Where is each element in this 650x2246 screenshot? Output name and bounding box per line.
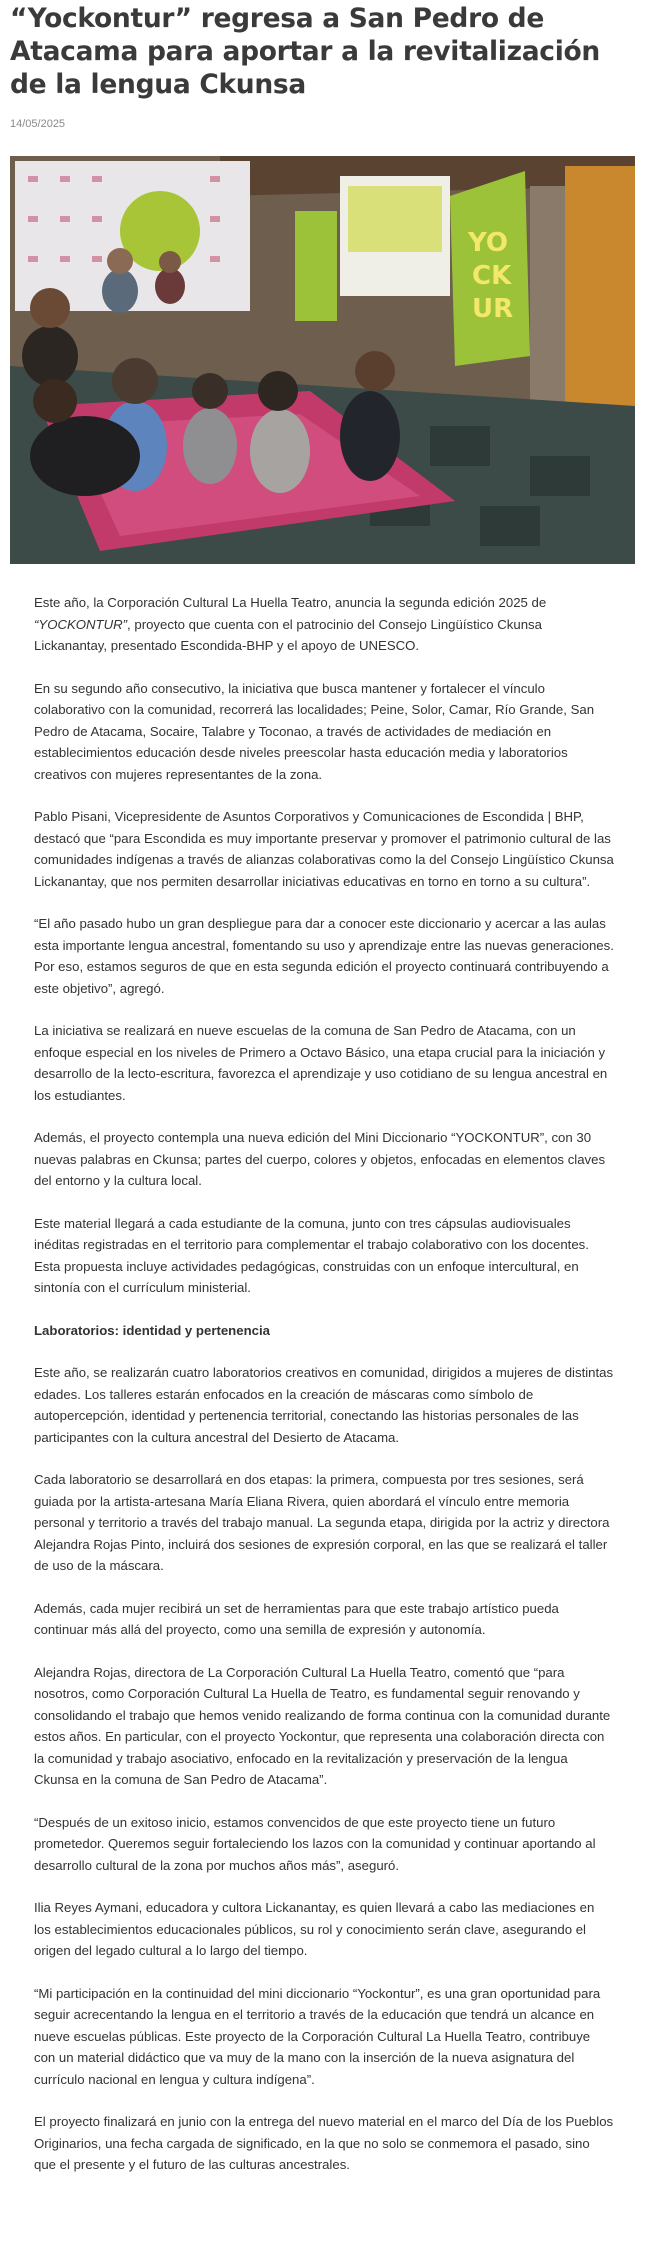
- brick-wall: [530, 186, 565, 416]
- paragraph: “Mi participación en la continuidad del mini diccionario “Yockontur”, es una gran oportunidad para seguir acrecentando la lengua en el territorio a través de la educación que tendrá un alcance en nueve escuelas públicas. Este proyecto de la Corporación Cultural La Huella Teatro, contribuye con un material didáctico que va muy de la mano con la inserción de la nueva asignatura del currículo nacional en lengua y cultura indígena”.: [34, 1985, 601, 2087]
- paragraph: Cada laboratorio se desarrollará en dos etapas: la primera, compuesta por tres sesiones, será guiada por la artista-artesana María Eliana Rivera, quien abordará el vínculo entre memoria personal y territorio a través del trabajo manual. La segunda etapa, dirigida por la actriz y directora Alejandra Rojas Pinto, incluirá dos sesiones de expresión corporal, en las que se realizará el taller de uso de la máscara.: [34, 1472, 610, 1573]
- paragraph: La iniciativa se realizará en nueve escuelas de la comuna de San Pedro de Atacama, con un enfoque especial en los niveles de Primero a Octavo Básico, una etapa crucial para la iniciación y desarrollo de la lecto-escritura, favorezca el aprendizaje y uso cotidiano de su lengua ancestral en los estudiantes.: [34, 1023, 608, 1103]
- paragraph: Este año, se realizarán cuatro laboratorios creativos en comunidad, dirigidos a mujeres de distintas edades. Los talleres estarán enfocados en la creación de máscaras como símbolo de autopercepción, identidad y pertenencia territorial, conectando las historias personales de las participantes con la cultura ancestral del Desierto de Atacama.: [34, 1365, 614, 1445]
- svg-text:UR: UR: [472, 294, 514, 324]
- paragraph: En su segundo año consecutivo, la iniciativa que busca mantener y fortalecer el vínculo colaborativo con la comunidad, recorrerá las localidades; Peine, Solor, Camar, Río Grande, San Pedro de Atacama, Socaire, Talabre y Toconao, a través de actividades de mediación en establecimientos educación desde niveles preescolar hasta educación media y laboratorios creativos con mujeres representantes de la zona.: [34, 680, 595, 782]
- paragraph: Este año, la Corporación Cultural La Huella Teatro, anuncia la segunda edición 2025 de “YOCKONTUR”, proyecto que cuenta con el patrocinio del Consejo Lingüístico Ckunsa Lickanantay, presentado Escondida-BHP y el apoyo de UNESCO.: [34, 595, 547, 653]
- svg-text:YO: YO: [468, 228, 509, 258]
- article-title: “Yockontur” regresa a San Pedro de Atacama para aportar a la revitalización de la lengua Ckunsa: [10, 3, 600, 100]
- small-banner: [295, 211, 337, 321]
- paragraph: “El año pasado hubo un gran despliegue para dar a conocer este diccionario y acercar a las aulas esta importante lengua ancestral, fomentando su uso y aprendizaje entre las nuevas generaciones. Por eso, estamos seguros de que en esta segunda edición el proyecto continuará contribuyendo a este objetivo”, agregó.: [34, 916, 614, 996]
- paragraph: Alejandra Rojas, directora de La Corporación Cultural La Huella Teatro, comentó que “para nosotros, como Corporación Cultural La Huella de Teatro, es fundamental seguir renovando y consolidando el trabajo que hemos venido realizando de forma continua con la comunidad durante estos años. En particular, con el proyecto Yockontur, que representa una colaboración directa con la comunidad y trabajo asociativo, enfocado en la revitalización y preservación de la lengua Ckunsa en la comuna de San Pedro de Atacama”.: [34, 1664, 611, 1787]
- article-body: [34, 592, 614, 2197]
- wooden-door: [565, 166, 635, 416]
- paragraph: Pablo Pisani, Vicepresidente de Asuntos Corporativos y Comunicaciones de Escondida | BHP, destacó que “para Escondida es muy importante preservar y promover el patrimonio cultural de las comunidades indígenas a través de alianzas colaborativas como la del Consejo Lingüístico Ckunsa Lickanantay, que nos permiten desarrollar iniciativas educativas en torno en torno a su cultura”.: [34, 809, 614, 889]
- paragraph: El proyecto finalizará en junio con la entrega del nuevo material en el marco del Día de los Pueblos Originarios, una fecha cargada de significado, en la que no solo se conmemora el pasado, sino que el presente y el futuro de las culturas ancestrales.: [34, 2114, 614, 2172]
- paragraph: “Después de un exitoso inicio, estamos convencidos de que este proyecto tiene un futuro prometedor. Queremos seguir fortaleciendo los lazos con la comunidad y continuar aportando al desarrollo cultural de la zona por muchos años más”, aseguró.: [34, 1814, 596, 1873]
- paragraph: Este material llegará a cada estudiante de la comuna, junto con tres cápsulas audiovisuales inéditas registradas en el territorio para complementar el trabajo colaborativo con los docentes. Esta propuesta incluye actividades pedagógicas, construidas con un enfoque intercultural, en sintonía con el currículum ministerial.: [34, 1215, 589, 1295]
- article-photo: [10, 156, 635, 564]
- paragraph: Además, cada mujer recibirá un set de herramientas para que este trabajo artístico pueda continuar más allá del proyecto, como una semilla de expresión y autonomía.: [34, 1600, 559, 1637]
- svg-text:CK: CK: [472, 261, 512, 291]
- projection-image: [348, 186, 442, 252]
- publish-date: 14/05/2025: [10, 118, 66, 130]
- section-subtitle: Laboratorios: identidad y pertenencia: [34, 1322, 270, 1338]
- project-name-emphasis: “YOCKONTUR”: [34, 616, 128, 632]
- paragraph: Además, el proyecto contempla una nueva edición del Mini Diccionario “YOCKONTUR”, con 30 nuevas palabras en Ckunsa; partes del cuerpo, colores y objetos, enfocadas en elementos claves del entorno y la cultura local.: [34, 1130, 606, 1188]
- paragraph: Ilia Reyes Aymani, educadora y cultora Lickanantay, es quien llevará a cabo las mediaciones en los establecimientos educacionales públicos, su rol y conocimiento serán clave, asegurando el origen del legado cultural a lo largo del tiempo.: [34, 1900, 595, 1958]
